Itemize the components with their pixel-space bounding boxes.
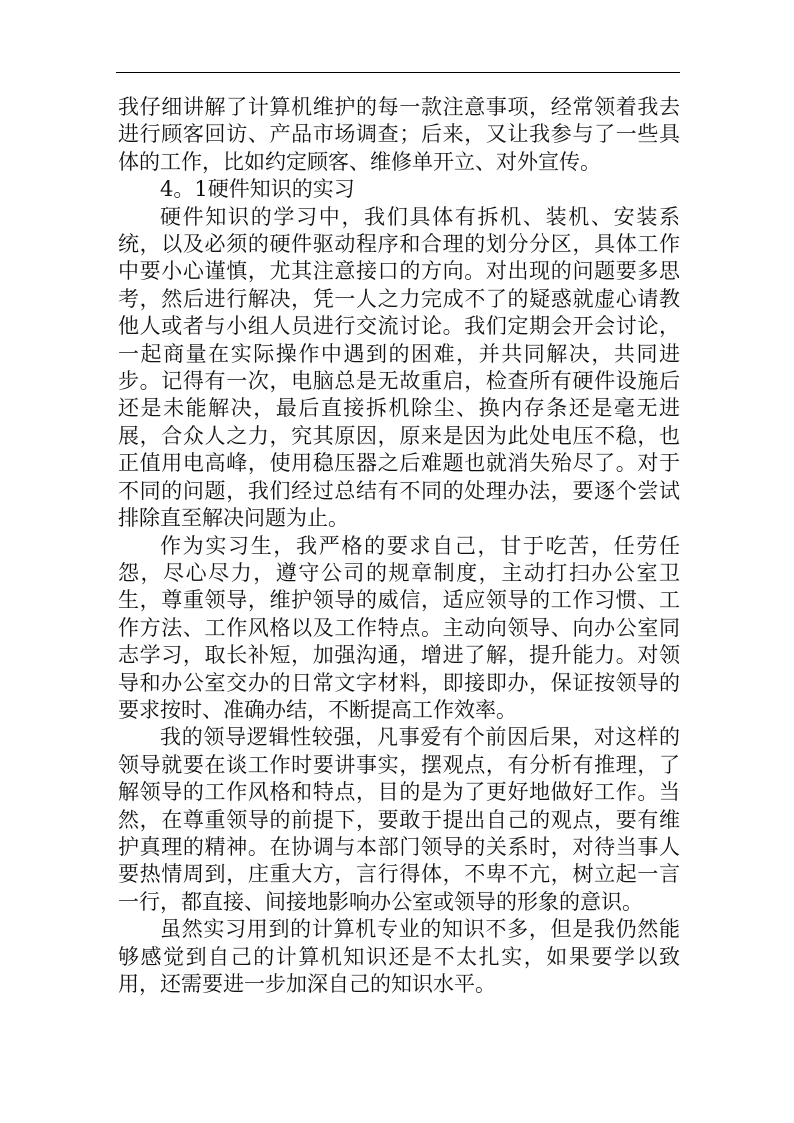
paragraph-hardware-knowledge: 硬件知识的学习中，我们具体有拆机、装机、安装系统，以及必须的硬件驱动程序和合理的划分分区，具体工作中要小心谨慎，尤其注意接口的方向。对出现的问题要多思考，然后进行解决，凭一人之力完成不了的疑惑就虚心请教他人或者与小组人员进行交流讨论。我们定期会开会讨论，一起商量在实际操作中遇到的困难，并共同解决，共同进步。记得有一次，电脑总是无故重启，检查所有硬件设施后还是未能解决，最后直接拆机除尘、换内存条还是毫无进展，合众人之力，究其原因，原来是因为此处电压不稳，也正值用电高峰，使用稳压器之后难题也就消失殆尽了。对于不同的问题，我们经过总结有不同的处理办法，要逐个尝试排除直至解决问题为止。 (118, 204, 680, 531)
document-body (118, 94, 680, 998)
section-heading-hardware-practice: 4。1硬件知识的实习 (160, 177, 355, 202)
header-rule (116, 72, 680, 73)
paragraph-working-with-leader: 我的领导逻辑性较强，凡事爱有个前因后果，对这样的领导就要在谈工作时要讲事实，摆观点，有分析有推理，了解领导的工作风格和特点，目的是为了更好地做好工作。当然，在尊重领导的前提下，要敢于提出自己的观点，要有维护真理的精神。在协调与本部门领导的关系时，对待当事人要热情周到，庄重大方，言行得体，不卑不亢，树立起一言一行，都直接、间接地影响办公室或领导的形象的意识。 (118, 725, 680, 914)
paragraph-knowledge-reflection: 虽然实习用到的计算机专业的知识不多，但是我仍然能够感觉到自己的计算机知识还是不太扎实，如果要学以致用，还需要进一步加深自己的知识水平。 (118, 917, 680, 996)
paragraph-continuation: 我仔细讲解了计算机维护的每一款注意事项，经常领着我去进行顾客回访、产品市场调查；后来，又让我参与了一些具体的工作，比如约定顾客、维修单开立、对外宣传。 (118, 95, 680, 174)
paragraph-intern-conduct: 作为实习生，我严格的要求自己，甘于吃苦，任劳任怨，尽心尽力，遵守公司的规章制度，主动打扫办公室卫生，尊重领导，维护领导的威信，适应领导的工作习惯、工作方法、工作风格以及工作特点。主动向领导、向办公室同志学习，取长补短，加强沟通，增进了解，提升能力。对领导和办公室交办的日常文字材料，即接即办，保证按领导的要求按时、准确办结，不断提高工作效率。 (118, 533, 680, 722)
